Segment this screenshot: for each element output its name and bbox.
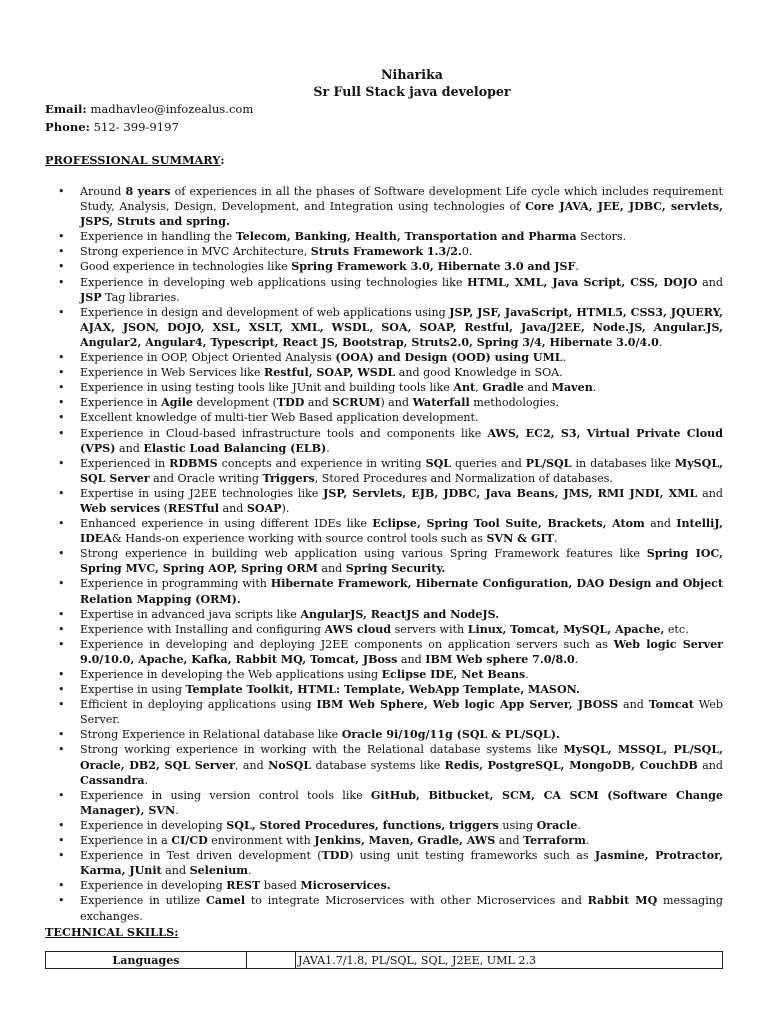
summary-item-text: Experience in a <box>80 834 172 848</box>
summary-item-text: concepts and experience in writing <box>217 456 426 470</box>
candidate-name: Niharika <box>381 67 443 82</box>
summary-item-text: ) using unit testing frameworks such as <box>349 849 595 863</box>
candidate-title: Sr Full Stack java developer <box>313 84 511 99</box>
summary-item-text: Experience in using version control tools like <box>80 788 371 802</box>
summary-item-bold-text: Ant <box>453 381 476 395</box>
summary-item-text: . <box>144 773 149 787</box>
summary-item-text: . <box>562 351 567 365</box>
summary-item-text: . <box>525 668 529 681</box>
summary-item-bold-text: 8 years <box>125 185 171 198</box>
summary-item-text: Experience in utilize <box>80 894 207 908</box>
summary-item-bold-text: Linux, Tomcat, MySQL, Apache, <box>467 622 665 636</box>
email-value[interactable]: madhavleo@infozealus.com <box>90 102 254 116</box>
summary-item-bold-text: RDBMS <box>169 456 218 470</box>
summary-item-text: . <box>248 864 252 878</box>
summary-item <box>45 456 723 486</box>
summary-item-bold-text: IBM Web Sphere, Web logic App Server, JBOSS <box>316 698 619 712</box>
summary-item-text: using <box>498 818 537 832</box>
summary-item-bold-text: JSP, Servlets, EJB, JDBC, Java Beans, JMS, RMI JNDI, XML <box>323 486 698 500</box>
summary-item-bold-text: TDD <box>276 396 305 410</box>
email-label: Email: <box>45 102 87 116</box>
summary-item-bold-text: Spring Framework 3.0, Hibernate 3.0 and JSF <box>291 260 576 274</box>
summary-item-text: ( <box>160 501 168 515</box>
summary-item-text: and <box>161 864 190 878</box>
summary-item-text: and <box>218 501 247 515</box>
summary-item-text: Expertise in using J2EE technologies like <box>80 486 324 500</box>
summary-item <box>45 607 723 622</box>
summary-item-bold-text: AngularJS, ReactJS and NodeJS. <box>300 607 500 621</box>
summary-item-text: Experience in Cloud-based infrastructure tools and components like <box>80 426 488 440</box>
summary-item-text: . <box>585 834 590 848</box>
summary-item <box>45 682 723 697</box>
summary-item <box>45 697 723 727</box>
summary-item-bold-text: Maven <box>551 381 593 395</box>
summary-item-bold-text: Tomcat <box>648 698 694 712</box>
resume-header <box>0 66 768 100</box>
summary-item-bold-text: Waterfall <box>412 396 470 410</box>
summary-item-text: . <box>574 652 579 666</box>
professional-summary-heading-text: PROFESSIONAL SUMMARY <box>45 153 221 167</box>
summary-item-text: . <box>592 381 597 395</box>
summary-item <box>45 878 723 893</box>
summary-item <box>45 637 723 667</box>
summary-item-bold-text: Jasmine, Protractor, Karma, JUnit <box>80 849 723 878</box>
summary-item-bold-text: Web services <box>80 501 161 515</box>
summary-item-bold-text: Camel <box>206 894 246 908</box>
summary-item-text: Experience in <box>80 396 162 410</box>
summary-item-text: Strong working experience in working with the Relational database systems like <box>80 743 564 757</box>
summary-item-text: Experience in developing web applications using technologies like <box>80 275 468 289</box>
contact-info <box>45 100 253 136</box>
summary-item-text: Enhanced experience in using different IDEs like <box>80 517 373 531</box>
summary-item-bold-text: PL/SQL <box>525 456 572 470</box>
summary-item-bold-text: Cassandra <box>80 773 145 787</box>
summary-item-bold-text: CI/CD <box>171 834 208 848</box>
summary-item-bold-text: AWS, EC2, S3, Virtual Private Cloud (VPS) <box>80 426 723 455</box>
summary-item-text: and <box>697 758 723 772</box>
summary-item-text: and <box>115 441 144 455</box>
summary-item-text: to integrate Microservices with other Microservices and <box>245 894 588 908</box>
summary-item-text: and <box>495 834 524 848</box>
summary-item-bold-text: IBM Web sphere 7.0/8.0 <box>425 652 575 666</box>
summary-item <box>45 426 723 456</box>
summary-item-text: Experience in Web Services like <box>80 366 264 380</box>
summary-item-text: Experienced in <box>80 456 170 470</box>
summary-item <box>45 667 723 682</box>
summary-item <box>45 727 723 742</box>
summary-item-text: ) and <box>380 396 413 410</box>
summary-item-text: and good Knowledge in SOA. <box>395 366 563 380</box>
summary-item-bold-text: REST <box>226 879 261 893</box>
summary-item-text: messaging exchanges. <box>80 894 724 923</box>
summary-item-text: and <box>523 381 552 395</box>
summary-item-bold-text: SVN & GIT <box>486 532 554 546</box>
summary-item <box>45 833 723 848</box>
summary-item-text: Experience in using testing tools like JUnit and building tools like <box>80 381 454 395</box>
summary-item-text: Experience in developing the Web applications using <box>80 668 382 681</box>
summary-item-bold-text: Rabbit MQ <box>587 894 658 908</box>
summary-item-bold-text: Redis, PostgreSQL, MongoDB, CouchDB <box>444 758 698 772</box>
summary-item-text: & Hands-on experience working with source control tools such as <box>111 532 487 546</box>
summary-item-text: Excellent knowledge of multi-tier Web Based application development. <box>80 411 479 425</box>
summary-item-bold-text: Web logic Server 9.0/10.0, Apache, Kafka, Rabbit MQ, Tomcat, JBoss <box>80 637 723 666</box>
summary-item-text: . <box>326 441 330 455</box>
summary-item-text: and <box>697 486 723 500</box>
summary-item <box>45 576 723 606</box>
summary-item-text: Expertise in advanced java scripts like <box>80 607 301 621</box>
professional-summary-heading-colon: : <box>220 153 225 167</box>
summary-item-text: environment with <box>207 834 315 848</box>
summary-item-text: Experience with Installing and configuring <box>80 622 325 636</box>
summary-item-text: Experience in developing <box>80 818 227 832</box>
summary-item-bold-text: Elastic Load Balancing (ELB) <box>143 441 327 455</box>
summary-item <box>45 622 723 637</box>
summary-item-text: and Oracle writing <box>149 471 263 485</box>
summary-item-bold-text: Oracle <box>536 818 578 832</box>
summary-item-bold-text: JSP, JSF, JavaScript, HTML5, CSS3, JQUERY, AJAX, JSON, DOJO, XSL, XSLT, XML, WSDL, SOA, SOAP, Restful, Java/J2EE, Node.JS, Angular.JS, Angular2, Angular4, Typescript, React JS, Bootstrap, Struts2.0, Spring 3/4, Hibernate 3.0/4.0 <box>80 305 723 349</box>
summary-item-bold-text: TDD <box>321 849 350 863</box>
summary-item <box>45 486 723 516</box>
summary-item <box>45 259 723 274</box>
summary-item-text: . <box>575 260 579 274</box>
summary-item <box>45 184 723 229</box>
summary-item-bold-text: RESTful <box>167 501 219 515</box>
summary-item <box>45 410 723 425</box>
phone-line <box>45 118 253 136</box>
summary-item-bold-text: Template Toolkit, HTML: Template, WebApp Template, MASON. <box>185 683 580 697</box>
summary-item-text: Experience in programming with <box>80 577 271 591</box>
summary-item-text: Strong experience in MVC Architecture, <box>80 245 311 259</box>
summary-item-text: of experiences in all the phases of Software development Life cycle which includes requirement Study, Analysis, Design, Development, and Integration using technologies of <box>80 185 723 214</box>
summary-item-bold-text: Core JAVA, JEE, JDBC, servlets, JSPS, Struts and spring. <box>80 200 724 229</box>
summary-item-text: . <box>577 818 581 832</box>
summary-item-text: etc. <box>664 622 689 636</box>
summary-item-text: Web Server. <box>80 698 723 727</box>
summary-item-bold-text: Oracle 9i/10g/11g (SQL & PL/SQL). <box>341 728 560 742</box>
summary-item-bold-text: Triggers <box>262 471 315 485</box>
summary-item-bold-text: Jenkins, Maven, Gradle, AWS <box>314 834 496 848</box>
skills-category: Languages <box>46 952 247 969</box>
summary-item-text: servers with <box>391 622 468 636</box>
summary-item <box>45 516 723 546</box>
summary-item-text: and <box>304 396 333 410</box>
summary-item <box>45 788 723 818</box>
summary-item-text: , <box>475 381 483 395</box>
summary-item <box>45 893 723 923</box>
summary-item-bold-text: SCRUM <box>332 396 381 410</box>
summary-item-text: and <box>317 562 346 576</box>
summary-item-text: ). <box>281 501 290 515</box>
summary-item-bold-text: Terraform <box>523 834 586 848</box>
summary-item-bold-text: Microservices. <box>300 879 391 893</box>
summary-item-bold-text: Agile <box>161 396 193 410</box>
summary-item-bold-text: Spring Security. <box>345 562 446 576</box>
summary-item-text: Strong Experience in Relational database like <box>80 728 342 742</box>
technical-skills-table <box>45 951 723 969</box>
summary-item-text: Good experience in technologies like <box>80 260 292 274</box>
summary-item-text: Experience in OOP, Object Oriented Analysis <box>80 351 336 365</box>
phone-value: 512- 399-9197 <box>93 120 179 134</box>
summary-item-text: and <box>644 517 677 531</box>
summary-item-text: 0. <box>461 245 473 259</box>
summary-item-bold-text: SQL <box>425 456 452 470</box>
summary-item <box>45 305 723 350</box>
summary-item-text: methodologies. <box>469 396 560 410</box>
summary-item <box>45 275 723 305</box>
summary-item-bold-text: NoSQL <box>268 758 312 772</box>
summary-item-text: , and <box>235 758 269 772</box>
professional-summary-heading <box>45 153 225 167</box>
professional-summary-list <box>45 184 723 924</box>
summary-item-text: and <box>697 275 724 289</box>
summary-item-text: . <box>658 335 663 349</box>
summary-item-bold-text: MySQL, MSSQL, PL/SQL, Oracle, DB2, SQL Server <box>80 743 723 772</box>
summary-item-text: . <box>553 532 558 546</box>
summary-item-bold-text: Selenium <box>189 864 249 878</box>
summary-item-bold-text: SOAP <box>246 501 282 515</box>
summary-item-bold-text: Spring IOC, Spring MVC, Spring AOP, Spring ORM <box>80 547 723 576</box>
summary-item-text: in databases like <box>571 456 675 470</box>
summary-item-text: Tag libraries. <box>101 290 180 304</box>
skills-value: JAVA1.7/1.8, PL/SQL, SQL, J2EE, UML 2.3 <box>296 952 723 969</box>
summary-item-text: Experience in developing <box>80 879 227 893</box>
summary-item-text: , Stored Procedures and Normalization of databases. <box>314 471 613 485</box>
skills-spacer-cell <box>247 952 296 969</box>
summary-item-bold-text: Eclipse IDE, Net Beans <box>381 668 526 681</box>
summary-item-text: based <box>260 879 301 893</box>
summary-item-bold-text: (OOA) and Design (OOD) using UML <box>335 351 563 365</box>
summary-item-text: and <box>618 698 649 712</box>
summary-item-bold-text: Telecom, Banking, Health, Transportation and Pharma <box>235 230 577 244</box>
summary-item-bold-text: HTML, XML, Java Script, CSS, DOJO <box>467 275 698 289</box>
summary-item-text: Sectors. <box>576 230 627 244</box>
summary-item-text: . <box>175 803 179 817</box>
summary-item-text: database systems like <box>311 758 445 772</box>
summary-item-bold-text: Struts Framework 1.3/2. <box>310 245 462 259</box>
summary-item-text: Around <box>80 185 126 198</box>
summary-item <box>45 365 723 380</box>
summary-item-text: Experience in developing and deploying J2EE components on application servers such as <box>80 637 614 651</box>
summary-item-text: Expertise in using <box>80 683 186 697</box>
summary-item <box>45 229 723 244</box>
summary-item-bold-text: Gradle <box>482 381 524 395</box>
summary-item-text: Experience in design and development of web applications using <box>80 305 450 319</box>
summary-item <box>45 380 723 395</box>
summary-item-text: Strong experience in building web application using various Spring Framework features like <box>80 547 647 561</box>
technical-skills-heading: TECHNICAL SKILLS: <box>45 925 179 939</box>
summary-item-bold-text: JSP <box>80 290 102 304</box>
summary-item-text: development ( <box>192 396 277 410</box>
summary-item-bold-text: Hibernate Framework, Hibernate Configuration, DAO Design and Object Relation Mapping (ORM). <box>80 577 724 606</box>
summary-item-bold-text: Restful, SOAP, WSDL <box>264 366 396 380</box>
summary-item-bold-text: MySQL, SQL Server <box>80 456 723 485</box>
summary-item-text: and <box>397 652 426 666</box>
summary-item <box>45 546 723 576</box>
summary-item <box>45 350 723 365</box>
summary-item-bold-text: IntelliJ, IDEA <box>80 517 723 546</box>
summary-item <box>45 818 723 833</box>
summary-item-text: Experience in handling the <box>80 230 236 244</box>
email-line <box>45 100 253 118</box>
summary-item-bold-text: SQL, Stored Procedures, functions, triggers <box>226 818 499 832</box>
summary-item <box>45 244 723 259</box>
phone-label: Phone: <box>45 120 90 134</box>
summary-item <box>45 742 723 787</box>
summary-item-bold-text: GitHub, Bitbucket, SCM, CA SCM (Software Change Manager), SVN <box>80 788 723 817</box>
summary-item-bold-text: Eclipse, Spring Tool Suite, Brackets, Atom <box>372 517 645 531</box>
summary-item-text: Efficient in deploying applications using <box>80 698 317 712</box>
summary-item-bold-text: AWS cloud <box>324 622 392 636</box>
summary-item-text: Experience in Test driven development ( <box>80 849 322 863</box>
skills-row <box>46 952 723 969</box>
summary-item <box>45 395 723 410</box>
summary-item-text: queries and <box>451 456 526 470</box>
summary-item <box>45 848 723 878</box>
